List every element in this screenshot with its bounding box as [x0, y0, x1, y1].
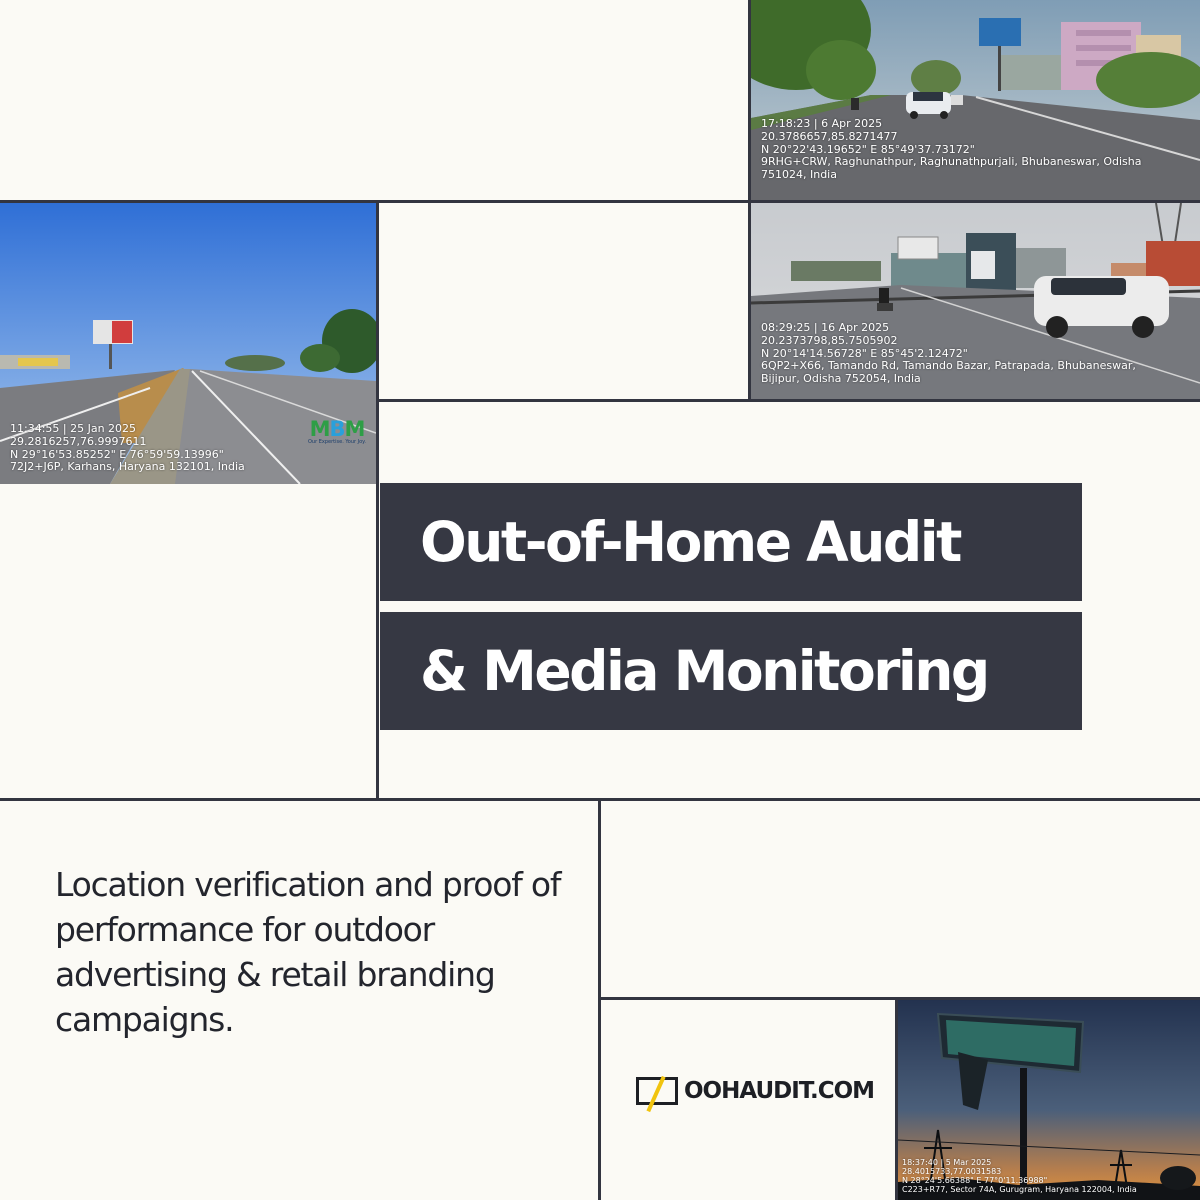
- stamp-address: 6QP2+X66, Tamando Rd, Tamando Bazar, Patrapada, Bhubaneswar,: [761, 359, 1136, 373]
- photo-karhans-haryana: [0, 203, 376, 484]
- rule-horizontal-middle: [376, 399, 1200, 402]
- geo-stamp: [10, 423, 245, 474]
- photo-gurugram-dusk: [898, 1000, 1200, 1200]
- stamp-coords: 28.4015733,77.0031583: [902, 1166, 1002, 1176]
- mbm-logo-middle: B: [329, 417, 345, 441]
- stamp-coords: 29.2816257,76.9997611: [10, 434, 147, 448]
- mbm-logo-right: M: [344, 417, 365, 441]
- stamp-address: 9RHG+CRW, Raghunathpur, Raghunathpurjali, Bhubaneswar, Odisha: [761, 155, 1142, 169]
- title-line-1-text: Out-of-Home Audit: [420, 509, 960, 574]
- rule-vertical-bottom-right: [895, 997, 898, 1200]
- stamp-time: 11:34:55 | 25 Jan 2025: [10, 422, 137, 435]
- stamp-address-cont: 751024, India: [761, 168, 837, 181]
- rule-vertical-top-right: [748, 0, 751, 400]
- title-line-2-text: & Media Monitoring: [420, 638, 988, 703]
- oohaudit-logo-icon: [636, 1077, 678, 1105]
- geo-stamp: [761, 118, 1141, 182]
- stamp-coords: 20.2373798,85.7505902: [761, 333, 898, 347]
- logo-text: OOHAUDIT.COM: [684, 1078, 875, 1104]
- title-line-2: [380, 612, 1082, 730]
- stamp-dms: N 20°14'14.56728" E 85°45'2.12472": [761, 346, 968, 360]
- rule-vertical-left: [376, 200, 379, 800]
- oohaudit-logo: [636, 1077, 874, 1105]
- photo-bhubaneswar-tamando: [751, 203, 1200, 400]
- mbm-logo-mark: [308, 417, 366, 441]
- stamp-address: C223+R77, Sector 74A, Gurugram, Haryana 122004, India: [902, 1184, 1137, 1194]
- mbm-watermark: [308, 417, 366, 445]
- stamp-dms: N 28°24'5.66388" E 77°0'11.36988": [902, 1175, 1048, 1185]
- title-line-1: [380, 483, 1082, 601]
- photo-bhubaneswar-raghunathpur: [751, 0, 1200, 200]
- rule-horizontal-top: [0, 200, 1200, 203]
- stamp-coords: 20.3786657,85.8271477: [761, 129, 898, 143]
- stamp-address-cont: Bijipur, Odisha 752054, India: [761, 372, 921, 385]
- stamp-time: 17:18:23 | 6 Apr 2025: [761, 117, 883, 130]
- stamp-dms: N 20°22'43.19652" E 85°49'37.73172": [761, 142, 975, 156]
- geo-stamp: [902, 1159, 1137, 1195]
- stamp-dms: N 29°16'53.85252" E 76°59'59.13996": [10, 447, 224, 461]
- stamp-address: 72J2+J6P, Karhans, Haryana 132101, India: [10, 460, 245, 474]
- rule-horizontal-bottom-right: [598, 997, 1200, 1000]
- geo-stamp: [761, 322, 1136, 386]
- logo-slash-accent: [646, 1076, 665, 1112]
- stamp-time: 18:37:40 | 5 Mar 2025: [902, 1158, 992, 1167]
- stamp-time: 08:29:25 | 16 Apr 2025: [761, 321, 890, 334]
- mbm-logo-left: M: [309, 417, 330, 441]
- mbm-tagline: Our Expertise. Your Joy.: [308, 439, 367, 445]
- tagline: Location verification and proof of performance for outdoor advertising & retail branding campaigns.: [55, 865, 561, 1039]
